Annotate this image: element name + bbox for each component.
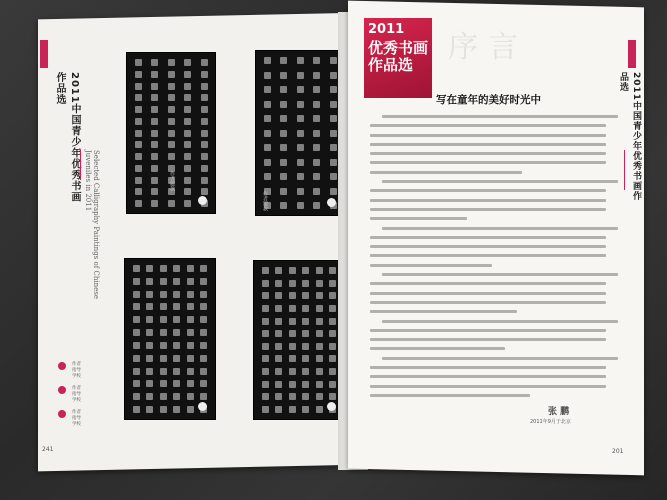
right-page-number: 201: [612, 448, 624, 455]
calligraphy-artwork-1: 作者题款: [126, 52, 216, 214]
article-body-text: [370, 112, 614, 400]
right-pink-rule: [624, 150, 625, 190]
left-pink-rule: [80, 150, 81, 180]
right-page-accent-tab: [628, 40, 636, 68]
left-series-subtitle: Selected Calligraphy Paintings of Chinese Juveniles in 2011: [84, 150, 100, 300]
right-side-title: 2011中国青少年优秀书画作品选: [618, 72, 641, 202]
left-page-accent-tab: [40, 40, 48, 68]
red-title-banner: 2011 优秀书画作品选: [364, 18, 432, 98]
calligraphy-artwork-4: [253, 260, 345, 420]
watermark-text: 序言: [448, 30, 528, 65]
calligraphy-artwork-3: [124, 258, 216, 420]
calligraphy-artwork-2: 作者题款: [255, 50, 345, 216]
author-signature: 张 鹏: [548, 407, 570, 417]
article-title: 写在童年的美好时光中: [436, 94, 541, 106]
left-series-title: 2011中国青少年优秀书画作品选: [54, 72, 80, 203]
signature-date: 2011年9月于北京: [530, 419, 571, 425]
left-page-number: 241: [42, 446, 54, 453]
artwork-credits: 作者 指导 学校 作者 指导 学校 作者 指导 学校: [72, 362, 81, 428]
